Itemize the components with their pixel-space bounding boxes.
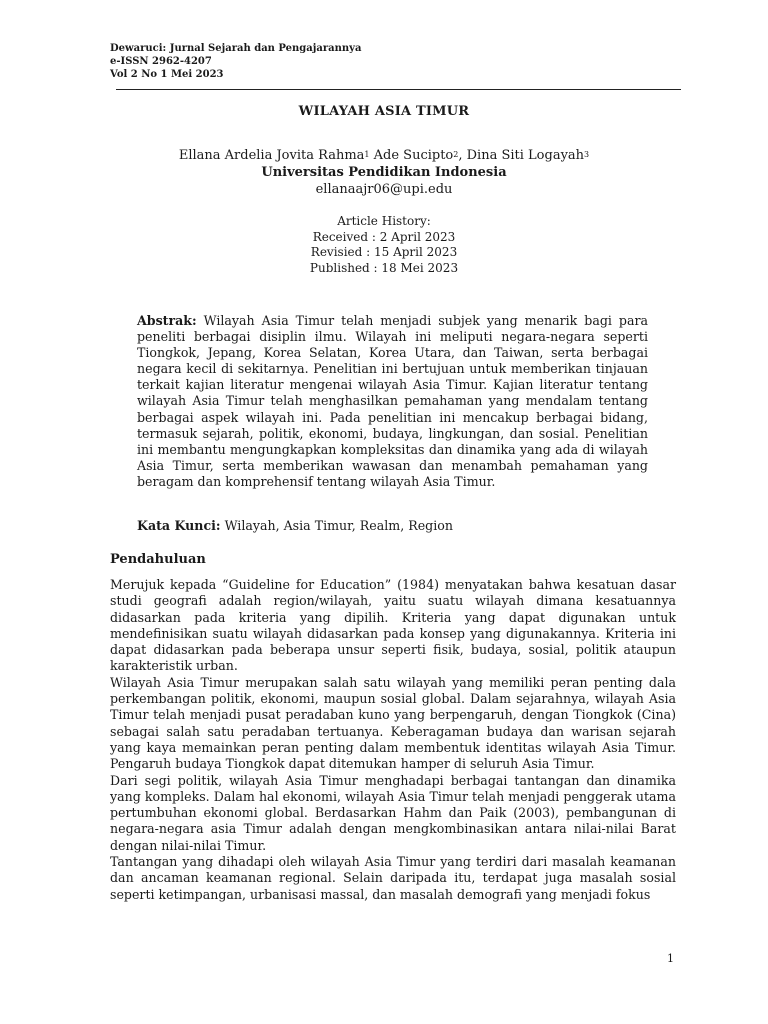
body-paragraph: Tantangan yang dihadapi oleh wilayah Asia Timur yang terdiri dari masalah keamanan dan ancaman keamanan regional. Selain daripada itu, terdapat juga masalah sosial seperti ketimpangan, urbanisasi massal, dan masalah demografi yang menjadi fokus xyxy=(110,854,676,902)
keywords-text: Wilayah, Asia Timur, Realm, Region xyxy=(220,518,453,533)
section-heading: Pendahuluan xyxy=(110,552,206,567)
keywords xyxy=(137,518,648,534)
paper-title: WILAYAH ASIA TIMUR xyxy=(298,104,470,119)
author-list xyxy=(0,147,768,164)
abstract xyxy=(137,313,648,490)
body-paragraph: Merujuk kepada “Guideline for Education” (1984) menyatakan bahwa kesatuan dasar studi geografi adalah region/wilayah, yaitu suatu wilayah dimana kesatuannya didasarkan pada kriteria yang dipilih. Kriteria yang dapat digunakan untuk mendefinisikan suatu wilayah didasarkan pada konsep yang digunakannya. Kriteria ini dapat didasarkan pada beberapa unsur seperti fisik, budaya, sosial, politik ataupun karakteristik urban. xyxy=(110,577,676,674)
body-paragraph: Dari segi politik, wilayah Asia Timur menghadapi berbagai tantangan dan dinamika yang kompleks. Dalam hal ekonomi, wilayah Asia Timur telah menjadi penggerak utama pertumbuhan ekonomi global. Berdasarkan Hahm dan Paik (2003), pembangunan di negara-negara asia Timur adalah dengan mengkombinasikan antara nilai-nilai Barat dengan nilai-nilai Timur. xyxy=(110,772,676,853)
abstract-text: Wilayah Asia Timur telah menjadi subjek yang menarik bagi para peneliti berbagai disiplin ilmu. Wilayah ini meliputi negara-negara seperti Tiongkok, Jepang, Korea Selatan, Korea Utara, dan Taiwan, serta berbagai negara kecil di sekitarnya. Penelitian ini bertujuan untuk memberikan tinjauan terkait kajian literatur mengenai wilayah Asia Timur. Kajian literatur tentang wilayah Asia Timur telah menghasilkan pemahaman yang mendalam tentang berbagai aspek wilayah ini. Pada penelitian ini mencakup berbagai bidang, termasuk sejarah, politik, ekonomi, budaya, lingkungan, dan sosial. Penelitian ini membantu mengungkapkan kompleksitas dan dinamika yang ada di wilayah Asia Timur, serta memberikan wawasan dan menambah pemahaman yang beragam dan komprehensif tentang wilayah Asia Timur. xyxy=(137,313,648,489)
journal-name: Dewaruci: Jurnal Sejarah dan Pengajarannya xyxy=(110,43,362,54)
article-history xyxy=(0,214,768,276)
body-paragraph: Wilayah Asia Timur merupakan salah satu wilayah yang memiliki peran penting dala perkembangan politik, ekonomi, maupun sosial global. Dalam sejarahnya, wilayah Asia Timur telah menjadi pusat peradaban kuno yang berpengaruh, dengan Tiongkok (Cina) sebagai salah satu peradaban tertuanya. Keberagaman budaya dan warisan sejarah yang kaya memainkan peran penting dalam membentuk identitas wilayah Asia Timur. Pengaruh budaya Tiongkok dapat ditemukan hamper di seluruh Asia Timur. xyxy=(110,674,676,772)
author-1-affil-mark: 1 xyxy=(364,150,370,159)
page-number: 1 xyxy=(667,952,674,965)
history-revised: Revisied : 15 April 2023 xyxy=(310,245,458,259)
section-body xyxy=(110,577,676,903)
history-received: Received : 2 April 2023 xyxy=(312,229,456,244)
journal-volume: Vol 2 No 1 Mei 2023 xyxy=(110,69,224,80)
author-3-affil-mark: 3 xyxy=(584,150,590,159)
affiliation: Universitas Pendidikan Indonesia xyxy=(261,165,507,180)
author-2: Ade Sucipto xyxy=(369,148,454,163)
keywords-label: Kata Kunci: xyxy=(137,518,221,533)
history-heading: Article History: xyxy=(337,214,431,228)
header-divider xyxy=(116,89,681,90)
history-published: Published : 18 Mei 2023 xyxy=(309,260,459,275)
journal-issn: e-ISSN 2962-4207 xyxy=(110,56,212,67)
journal-header xyxy=(110,42,361,81)
author-1: Ellana Ardelia Jovita Rahma xyxy=(178,148,365,163)
abstract-label: Abstrak: xyxy=(137,313,197,328)
author-email: ellanaajr06@upi.edu xyxy=(315,182,453,197)
author-3: , Dina Siti Logayah xyxy=(458,148,585,163)
author-2-affil-mark: 2 xyxy=(453,150,459,159)
